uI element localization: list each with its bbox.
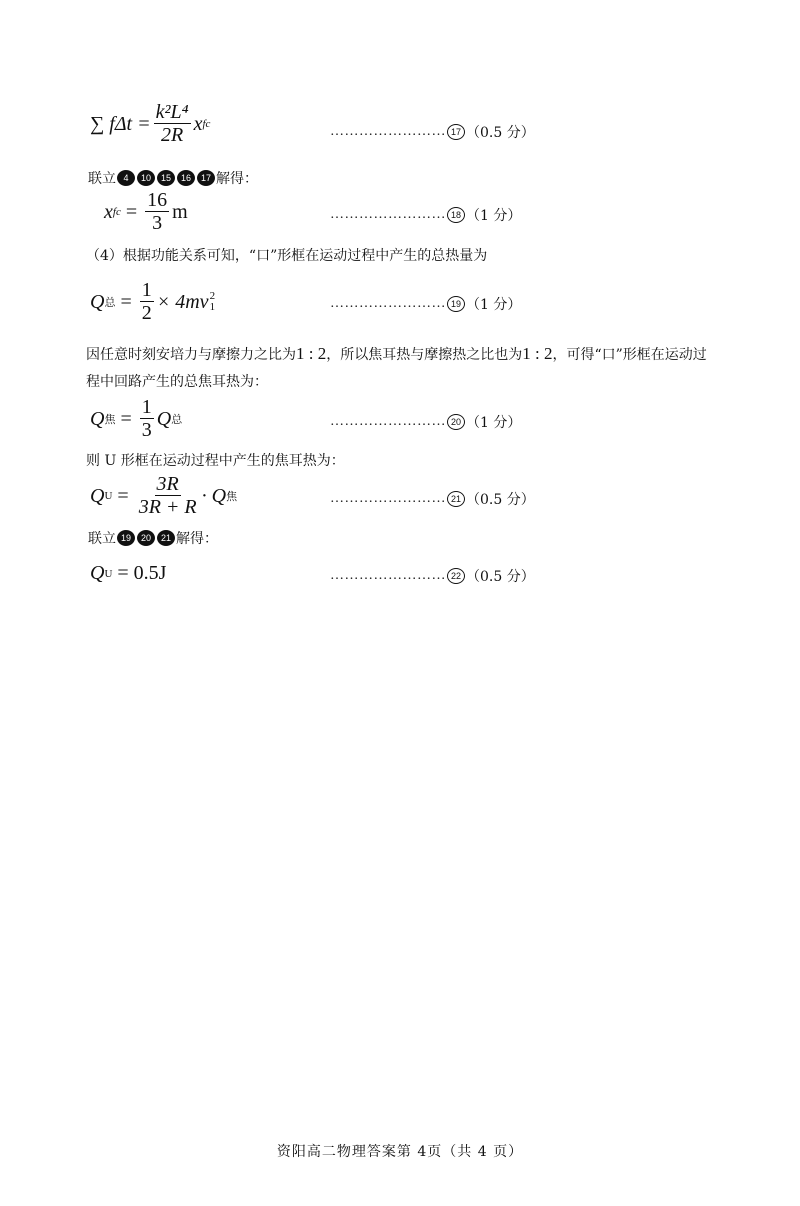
eq20-tail: Q	[156, 407, 172, 430]
circled-number-18: 18	[447, 207, 465, 223]
ratio-text-a: 因任意时刻安培力与摩擦力之比为	[86, 347, 296, 363]
eq19-equals: =	[120, 290, 132, 313]
eq21-var: Q	[90, 484, 105, 507]
join1-prefix: 联立	[88, 171, 116, 187]
eq21-denominator: 3R + R	[138, 496, 197, 518]
score-label: （0.5 分）	[466, 125, 535, 141]
leader-dots: ……………………	[330, 207, 446, 222]
eq20-equals: =	[120, 407, 132, 430]
eq21-equals: =	[117, 484, 129, 507]
circled-number-16: 16	[177, 170, 195, 186]
score-21	[330, 489, 535, 509]
eq17-tail: x	[193, 112, 203, 135]
eq21-var-sub: U	[104, 490, 113, 502]
eq20-tail-sub: 总	[171, 414, 183, 426]
circled-number-19: 19	[447, 296, 465, 312]
equation-21	[90, 474, 237, 518]
eq21-numerator: 3R	[156, 473, 179, 495]
score-label: （1 分）	[466, 415, 522, 431]
score-19	[330, 294, 521, 314]
eq18-var: x	[104, 200, 113, 223]
circled-number-17: 17	[447, 124, 465, 140]
circled-number-15: 15	[157, 170, 175, 186]
paragraph-4: （4）根据功能关系可知，“口”形框在运动过程中产生的总热量为	[86, 248, 488, 264]
ratio-text-b: ，所以焦耳热与摩擦热之比也为	[326, 347, 523, 363]
eq17-denominator: 2R	[160, 124, 184, 146]
join-line-2	[88, 528, 218, 548]
eq21-fraction	[137, 474, 199, 518]
eq17-numerator: k²L⁴	[155, 101, 189, 123]
score-17	[330, 122, 535, 142]
score-label: （0.5 分）	[466, 492, 535, 508]
eq19-denominator: 2	[141, 302, 152, 324]
eq18-equals: =	[125, 200, 138, 223]
eq17-lhs: ∑ fΔt =	[90, 112, 151, 135]
eq22-rhs: = 0.5J	[117, 562, 167, 584]
eq18-numerator: 16	[147, 189, 168, 211]
eq18-fraction	[145, 190, 169, 234]
circled-number-21: 21	[157, 530, 175, 546]
u-frame-line: 则 U 形框在运动过程中产生的焦耳热为：	[86, 453, 345, 469]
circled-number-21: 21	[447, 491, 465, 507]
ratio-text-c: ，可得“口”形框在运动过	[552, 347, 707, 363]
score-label: （0.5 分）	[466, 569, 535, 585]
leader-dots: ……………………	[330, 491, 446, 506]
score-label: （1 分）	[466, 208, 522, 224]
eq22-var-sub: U	[104, 567, 113, 580]
ratio-paragraph-line-1	[86, 344, 707, 364]
ratio-2: 1 : 2	[522, 344, 553, 363]
ratio-1: 1 : 2	[296, 344, 327, 363]
score-label: （1 分）	[466, 297, 522, 313]
page-footer: 资阳高二物理答案第 4页（共 4 页）	[276, 1144, 524, 1160]
leader-dots: ……………………	[330, 568, 446, 583]
eq18-denominator: 3	[152, 212, 163, 234]
equation-22	[90, 562, 166, 585]
eq21-tail: · Q	[201, 484, 227, 507]
circled-number-20: 20	[447, 414, 465, 430]
eq20-var-sub: 焦	[104, 414, 116, 426]
score-18	[330, 205, 521, 225]
leader-dots: ……………………	[330, 124, 446, 139]
equation-20	[90, 397, 182, 441]
eq17-fraction	[154, 102, 191, 146]
circled-number-17: 17	[197, 170, 215, 186]
circled-number-4: 4	[117, 170, 135, 186]
eq19-tail: × 4mv	[156, 290, 209, 313]
eq18-var-sub: fc	[112, 206, 121, 218]
eq19-sup: 2	[209, 290, 216, 302]
circled-number-19: 19	[117, 530, 135, 546]
leader-dots: ……………………	[330, 414, 446, 429]
eq19-var-sub: 总	[104, 297, 116, 309]
eq20-fraction	[140, 397, 154, 441]
score-22	[330, 566, 535, 586]
ratio-paragraph-line-2: 程中回路产生的总焦耳热为：	[86, 374, 268, 390]
circled-number-22: 22	[447, 568, 465, 584]
circled-number-10: 10	[137, 170, 155, 186]
eq19-var: Q	[90, 290, 105, 313]
eq20-var: Q	[90, 407, 105, 430]
eq19-sub: 1	[209, 301, 216, 313]
eq21-tail-sub: 焦	[226, 491, 238, 503]
eq22-var: Q	[90, 562, 105, 584]
eq17-tail-sub: fc	[202, 118, 211, 130]
equation-19	[90, 280, 215, 324]
eq19-fraction	[140, 280, 154, 324]
join-line-1	[88, 168, 258, 188]
equation-18	[104, 190, 188, 234]
score-20	[330, 412, 521, 432]
eq20-numerator: 1	[141, 396, 152, 418]
circled-number-20: 20	[137, 530, 155, 546]
join2-suffix: 解得：	[176, 531, 218, 547]
join2-prefix: 联立	[88, 531, 116, 547]
eq19-scripts	[210, 291, 216, 313]
equation-17	[90, 102, 210, 146]
eq19-numerator: 1	[141, 279, 152, 301]
join1-suffix: 解得：	[216, 171, 258, 187]
leader-dots: ……………………	[330, 296, 446, 311]
eq20-denominator: 3	[141, 419, 152, 441]
eq18-unit: m	[172, 200, 188, 223]
